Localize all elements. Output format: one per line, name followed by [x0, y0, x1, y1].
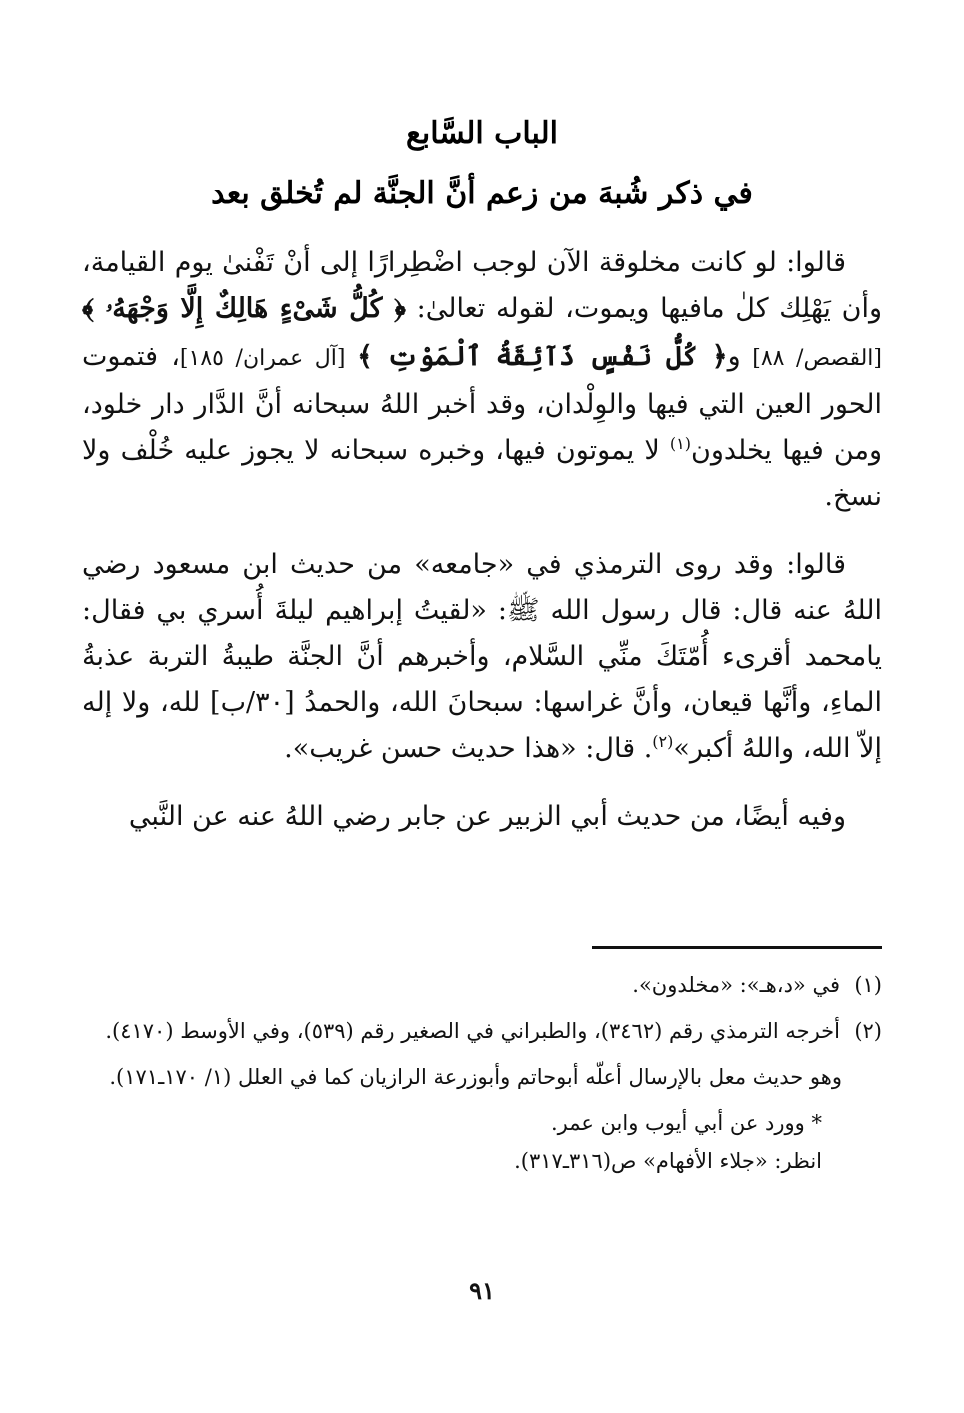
- paragraph-2-tail: . قال: «هذا حديث حسن غريب».: [284, 733, 653, 764]
- quran-verse-2: ﴿ كُلُّ نَفْسٍ ذَآئِقَةُ ٱلْمَوْتِ ﴾: [357, 341, 728, 372]
- paragraph-1-text-b: ، فتموت الحور العين التي فيها والوِلْدان، وقد أخبر اللهُ سبحانه أنَّ الدَّار دار خلود، ومن فيها يخلدون: [82, 341, 882, 466]
- paragraph-2: [82, 542, 882, 772]
- paragraph-2-text: قالوا: وقد روى الترمذي في «جامعه» من حديث ابن مسعود رضي اللهُ عنه قال: قال رسول الله ﷺ: «لقيتُ إبراهيم ليلةَ أُسري بي فقال: يامحمد أقرىء أُمّتَكَ منِّي السَّلام، وأخبرهم أنَّ الجنَّة طيبةُ التربة عذبةُ الماءِ، وأنَّها قيعان، وأنَّ غراسها: سبحانَ الله، والحمدُ [٣٠/ب] لله، ولا إله إلاّ الله، واللهُ أكبر»: [82, 549, 883, 764]
- footnote-marker-1[interactable]: (١): [669, 434, 692, 453]
- footnote-1-text: في «د،هـ»: «مخلدون».: [632, 973, 840, 997]
- footnote-2-additional-note: * وورد عن أبي أيوب وابن عمر.: [550, 1111, 822, 1135]
- footnotes-section: [82, 966, 882, 1180]
- footnote-1-number: (١): [854, 973, 882, 997]
- chapter-title: الباب السَّابع: [405, 116, 559, 151]
- page-number: ٩١: [469, 1276, 495, 1305]
- footnote-2-see-also: انظر: «جلاء الأفهام» ص(٣١٦ـ٣١٧).: [514, 1149, 822, 1173]
- verse-reference-1: [القصص/ ٨٨]: [740, 346, 883, 371]
- paragraph-1: [82, 240, 882, 520]
- footnote-2-number: (٢): [854, 1019, 882, 1043]
- chapter-subtitle: في ذكر شُبهَ من زعم أنَّ الجنَّة لم تُخلق بعد: [211, 176, 753, 211]
- paragraph-1-text-a: قالوا: لو كانت مخلوقة الآن لوجب اضْطِرارًا إلى أنْ تَفْنىٰ يوم القيامة، وأن يَهْلِك كلٰ مافيها ويموت، لقوله تعالىٰ:: [82, 247, 882, 324]
- verse-reference-2: [آل عمران/ ١٨٥]: [179, 346, 358, 371]
- footnote-marker-2[interactable]: (٢): [652, 732, 674, 751]
- paragraph-1-text-c: لا يموتون فيها، وخبره سبحانه لا يجوز عليه خُلْف ولا نسخ.: [82, 435, 882, 512]
- quran-verse-1: ﴿ كُلُّ شَىْءٍ هَالِكٌ إِلَّا وَجْهَهُۥ ﴾: [82, 293, 406, 324]
- paragraph-3: وفيه أيضًا، من حديث أبي الزبير عن جابر رضي اللهُ عنه عن النَّبي: [128, 801, 846, 832]
- footnote-1: [82, 966, 882, 1004]
- conjunction: و: [727, 341, 741, 372]
- book-page: [82, 110, 882, 1390]
- footnote-2-text: أخرجه الترمذي رقم (٣٤٦٢)، والطبراني في الصغير رقم (٥٣٩)، وفي الأوسط (٤١٧٠).: [105, 1019, 840, 1043]
- footnote-2: [82, 1012, 882, 1050]
- footnote-divider: [592, 946, 882, 949]
- footnote-2-continuation: وهو حديث معل بالإرسال أعلّه أبوحاتم وأبوزرعة الرازيان كما في العلل (١/ ١٧٠ـ١٧١).: [109, 1065, 842, 1089]
